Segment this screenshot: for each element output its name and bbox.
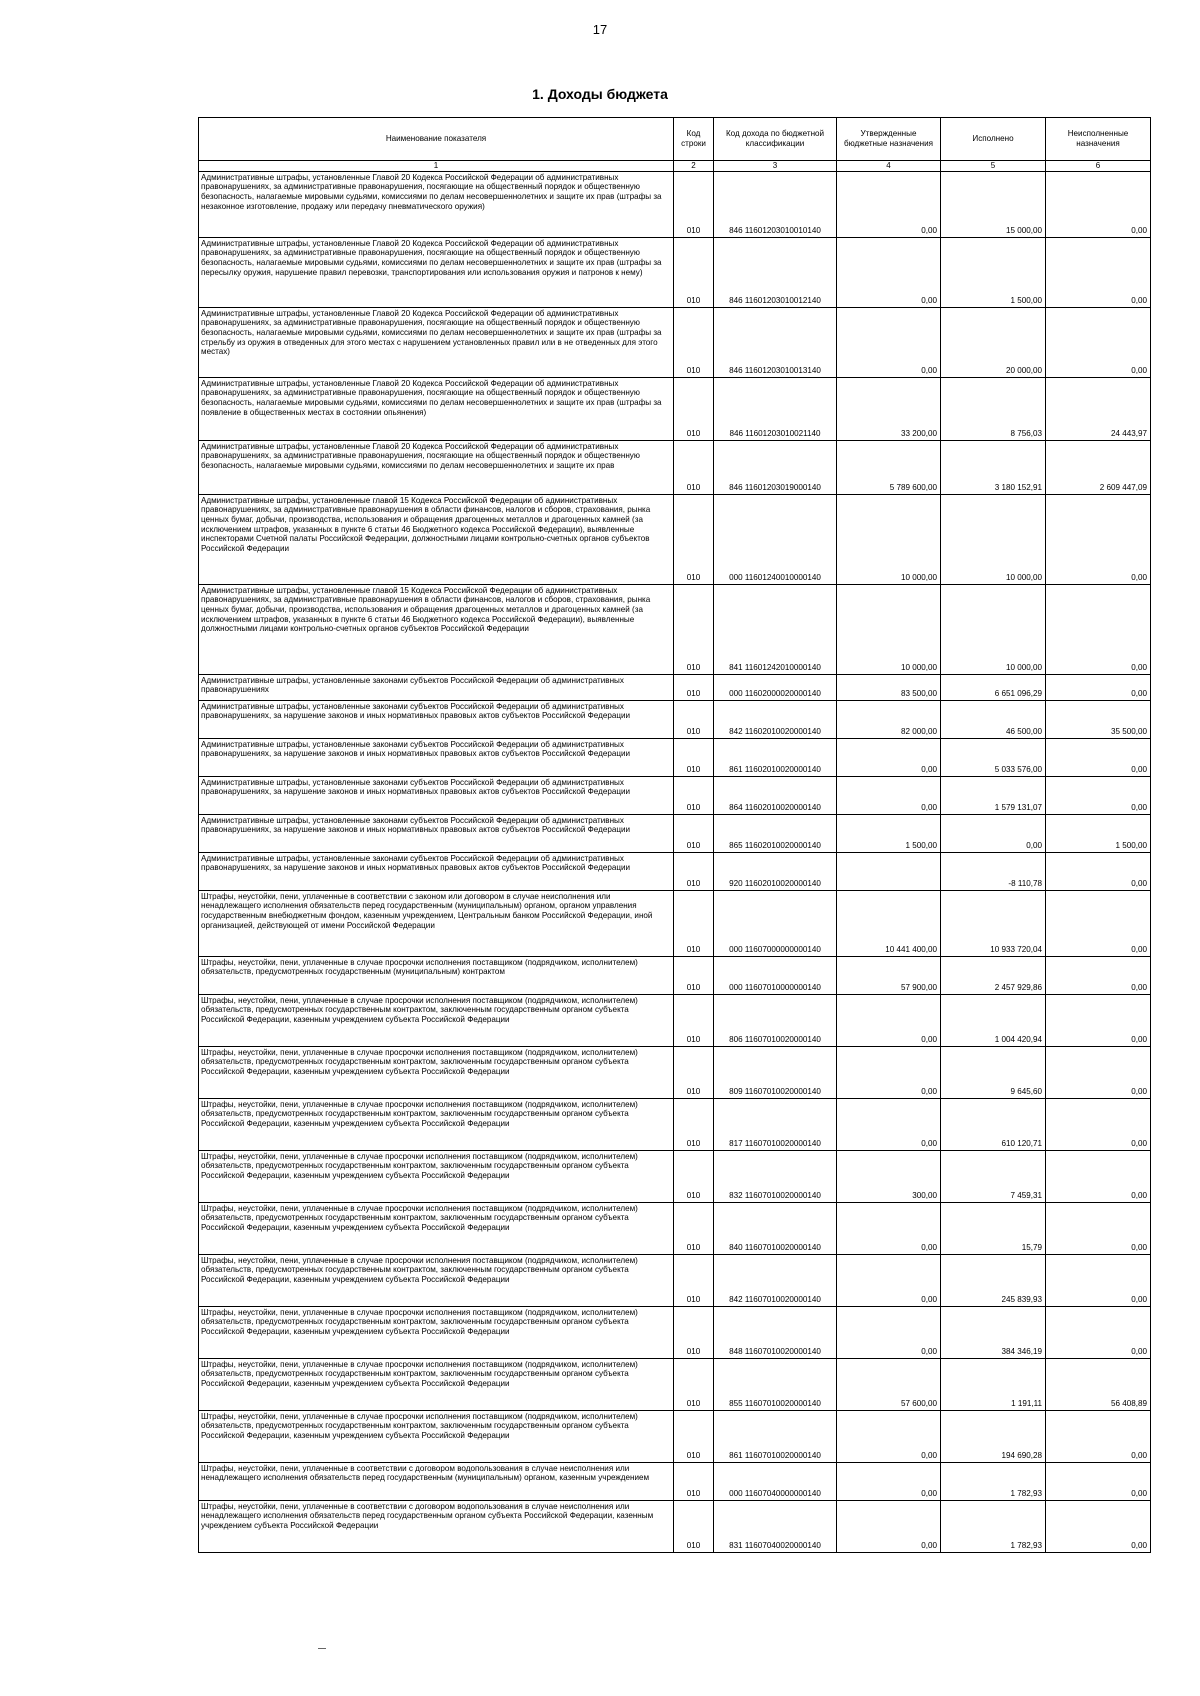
approved-amount-cell (837, 852, 941, 890)
indicator-name-cell: Административные штрафы, установленные Главой 20 Кодекса Российской Федерации об административных правонарушениях, за административные правонарушения, посягающие на общественный порядок и общественную безопасность, налагаемые мировыми судьями, комиссиями по делам несовершеннолетних и защите их прав (199, 440, 674, 494)
line-code-cell: 010 (674, 1150, 714, 1202)
approved-amount-cell: 0,00 (837, 1202, 941, 1254)
approved-amount-cell: 0,00 (837, 171, 941, 237)
executed-amount-cell: -8 110,78 (941, 852, 1046, 890)
line-code-cell: 010 (674, 994, 714, 1046)
indicator-name-cell: Штрафы, неустойки, пени, уплаченные в случае просрочки исполнения поставщиком (подрядчиком, исполнителем) обязательств, предусмотренных государственным контрактом, заключенным государственным органом субъекта Российской Федерации, казенным учреждением субъекта Российской Федерации (199, 1202, 674, 1254)
table-row (199, 494, 1151, 584)
line-code-cell: 010 (674, 1500, 714, 1552)
unexecuted-amount-cell: 2 609 447,09 (1046, 440, 1151, 494)
line-code-cell: 010 (674, 494, 714, 584)
unexecuted-amount-cell: 0,00 (1046, 994, 1151, 1046)
unexecuted-amount-cell: 0,00 (1046, 1098, 1151, 1150)
executed-amount-cell: 1 579 131,07 (941, 776, 1046, 814)
classification-code-cell: 841 11601242010000140 (714, 584, 837, 674)
line-code-cell: 010 (674, 700, 714, 738)
table-row (199, 237, 1151, 307)
table-row (199, 1202, 1151, 1254)
classification-code-cell: 846 11601203010010140 (714, 171, 837, 237)
approved-amount-cell: 82 000,00 (837, 700, 941, 738)
indicator-name-cell: Штрафы, неустойки, пени, уплаченные в случае просрочки исполнения поставщиком (подрядчиком, исполнителем) обязательств, предусмотренных государственным контрактом, заключенным государственным органом субъекта Российской Федерации, казенным учреждением субъекта Российской Федерации (199, 1098, 674, 1150)
indicator-name-cell: Штрафы, неустойки, пени, уплаченные в случае просрочки исполнения поставщиком (подрядчиком, исполнителем) обязательств, предусмотренных государственным (муниципальным) контрактом (199, 956, 674, 994)
classification-code-cell: 809 11607010020000140 (714, 1046, 837, 1098)
approved-amount-cell: 0,00 (837, 776, 941, 814)
budget-income-table (198, 117, 1151, 1553)
table-row (199, 1098, 1151, 1150)
executed-amount-cell: 610 120,71 (941, 1098, 1046, 1150)
unexecuted-amount-cell: 0,00 (1046, 584, 1151, 674)
classification-code-cell: 846 11601203010021140 (714, 377, 837, 440)
unexecuted-amount-cell: 0,00 (1046, 1500, 1151, 1552)
table-row (199, 1462, 1151, 1500)
column-number: 6 (1046, 161, 1151, 172)
executed-amount-cell: 10 000,00 (941, 494, 1046, 584)
indicator-name-cell: Административные штрафы, установленные законами субъектов Российской Федерации об административных правонарушениях, за нарушение законов и иных нормативных правовых актов субъектов Российской Федерации (199, 852, 674, 890)
indicator-name-cell: Административные штрафы, установленные законами субъектов Российской Федерации об административных правонарушениях, за нарушение законов и иных нормативных правовых актов субъектов Российской Федерации (199, 814, 674, 852)
table-row (199, 440, 1151, 494)
classification-code-cell: 861 11602010020000140 (714, 738, 837, 776)
approved-amount-cell: 300,00 (837, 1150, 941, 1202)
executed-amount-cell: 1 004 420,94 (941, 994, 1046, 1046)
header-indicator-name: Наименование показателя (199, 118, 674, 161)
classification-code-cell: 920 11602010020000140 (714, 852, 837, 890)
unexecuted-amount-cell: 0,00 (1046, 1202, 1151, 1254)
column-number: 1 (199, 161, 674, 172)
classification-code-cell: 832 11607010020000140 (714, 1150, 837, 1202)
approved-amount-cell: 10 000,00 (837, 494, 941, 584)
classification-code-cell: 842 11607010020000140 (714, 1254, 837, 1306)
unexecuted-amount-cell: 0,00 (1046, 1150, 1151, 1202)
classification-code-cell: 848 11607010020000140 (714, 1306, 837, 1358)
column-number: 3 (714, 161, 837, 172)
classification-code-cell: 831 11607040020000140 (714, 1500, 837, 1552)
unexecuted-amount-cell: 24 443,97 (1046, 377, 1151, 440)
executed-amount-cell: 5 033 576,00 (941, 738, 1046, 776)
scan-mark (318, 1648, 326, 1649)
executed-amount-cell: 9 645,60 (941, 1046, 1046, 1098)
unexecuted-amount-cell: 0,00 (1046, 494, 1151, 584)
unexecuted-amount-cell: 1 500,00 (1046, 814, 1151, 852)
line-code-cell: 010 (674, 738, 714, 776)
unexecuted-amount-cell: 0,00 (1046, 1462, 1151, 1500)
line-code-cell: 010 (674, 307, 714, 377)
indicator-name-cell: Административные штрафы, установленные Главой 20 Кодекса Российской Федерации об административных правонарушениях, за административные правонарушения, посягающие на общественный порядок и общественную безопасность, налагаемые мировыми судьями, комиссиями по делам несовершеннолетних и защите их прав (штрафы за незаконное изготовление, продажу или передачу пневматического оружия) (199, 171, 674, 237)
executed-amount-cell: 1 191,11 (941, 1358, 1046, 1410)
indicator-name-cell: Штрафы, неустойки, пени, уплаченные в случае просрочки исполнения поставщиком (подрядчиком, исполнителем) обязательств, предусмотренных государственным контрактом, заключенным государственным органом субъекта Российской Федерации, казенным учреждением субъекта Российской Федерации (199, 1254, 674, 1306)
approved-amount-cell: 33 200,00 (837, 377, 941, 440)
column-number: 2 (674, 161, 714, 172)
section-title: 1. Доходы бюджета (532, 86, 668, 102)
unexecuted-amount-cell: 0,00 (1046, 890, 1151, 956)
unexecuted-amount-cell: 0,00 (1046, 852, 1151, 890)
unexecuted-amount-cell: 0,00 (1046, 1306, 1151, 1358)
column-number: 4 (837, 161, 941, 172)
line-code-cell: 010 (674, 237, 714, 307)
header-executed: Исполнено (941, 118, 1046, 161)
line-code-cell: 010 (674, 1462, 714, 1500)
approved-amount-cell: 1 500,00 (837, 814, 941, 852)
line-code-cell: 010 (674, 1306, 714, 1358)
line-code-cell: 010 (674, 584, 714, 674)
approved-amount-cell: 0,00 (837, 994, 941, 1046)
table-row (199, 776, 1151, 814)
executed-amount-cell: 7 459,31 (941, 1150, 1046, 1202)
indicator-name-cell: Штрафы, неустойки, пени, уплаченные в случае просрочки исполнения поставщиком (подрядчиком, исполнителем) обязательств, предусмотренных государственным контрактом, заключенным государственным органом субъекта Российской Федерации, казенным учреждением субъекта Российской Федерации (199, 1358, 674, 1410)
executed-amount-cell: 46 500,00 (941, 700, 1046, 738)
executed-amount-cell: 15,79 (941, 1202, 1046, 1254)
approved-amount-cell: 0,00 (837, 1500, 941, 1552)
table-header-row (199, 118, 1151, 161)
indicator-name-cell: Штрафы, неустойки, пени, уплаченные в соответствии с договором водопользования в случае неисполнения или ненадлежащего исполнения обязательств перед государственным органом субъекта Российской Федерации, казенным учреждением субъекта Российской Федерации (199, 1500, 674, 1552)
line-code-cell: 010 (674, 674, 714, 700)
executed-amount-cell: 384 346,19 (941, 1306, 1046, 1358)
page-number: 17 (592, 22, 608, 37)
unexecuted-amount-cell: 35 500,00 (1046, 700, 1151, 738)
executed-amount-cell: 1 782,93 (941, 1462, 1046, 1500)
unexecuted-amount-cell: 0,00 (1046, 1254, 1151, 1306)
classification-code-cell: 000 11602000020000140 (714, 674, 837, 700)
indicator-name-cell: Штрафы, неустойки, пени, уплаченные в случае просрочки исполнения поставщиком (подрядчиком, исполнителем) обязательств, предусмотренных государственным контрактом, заключенным государственным органом субъекта Российской Федерации, казенным учреждением субъекта Российской Федерации (199, 1306, 674, 1358)
executed-amount-cell: 8 756,03 (941, 377, 1046, 440)
executed-amount-cell: 194 690,28 (941, 1410, 1046, 1462)
line-code-cell: 010 (674, 1202, 714, 1254)
table-row (199, 307, 1151, 377)
approved-amount-cell: 0,00 (837, 1462, 941, 1500)
executed-amount-cell: 245 839,93 (941, 1254, 1046, 1306)
line-code-cell: 010 (674, 377, 714, 440)
indicator-name-cell: Административные штрафы, установленные законами субъектов Российской Федерации об административных правонарушениях, за нарушение законов и иных нормативных правовых актов субъектов Российской Федерации (199, 776, 674, 814)
table-row (199, 1254, 1151, 1306)
table-row (199, 890, 1151, 956)
classification-code-cell: 846 11601203010013140 (714, 307, 837, 377)
classification-code-cell: 855 11607010020000140 (714, 1358, 837, 1410)
indicator-name-cell: Штрафы, неустойки, пени, уплаченные в соответствии с договором водопользования в случае неисполнения или ненадлежащего исполнения обязательств перед государственным (муниципальным) органом, казенным учреждением (199, 1462, 674, 1500)
header-approved: Утвержденные бюджетные назначения (837, 118, 941, 161)
column-numbers-row (199, 161, 1151, 172)
classification-code-cell: 817 11607010020000140 (714, 1098, 837, 1150)
table-row (199, 1046, 1151, 1098)
approved-amount-cell: 5 789 600,00 (837, 440, 941, 494)
unexecuted-amount-cell: 0,00 (1046, 1410, 1151, 1462)
table-row (199, 171, 1151, 237)
unexecuted-amount-cell: 0,00 (1046, 237, 1151, 307)
classification-code-cell: 806 11607010020000140 (714, 994, 837, 1046)
executed-amount-cell: 2 457 929,86 (941, 956, 1046, 994)
approved-amount-cell: 0,00 (837, 1306, 941, 1358)
approved-amount-cell: 0,00 (837, 1410, 941, 1462)
indicator-name-cell: Административные штрафы, установленные Главой 20 Кодекса Российской Федерации об административных правонарушениях, за административные правонарушения, посягающие на общественный порядок и общественную безопасность, налагаемые мировыми судьями, комиссиями по делам несовершеннолетних и защите их прав (штрафы за пересылку оружия, нарушение правил перевозки, транспортирования или использования оружия и патронов к нему) (199, 237, 674, 307)
line-code-cell: 010 (674, 1254, 714, 1306)
unexecuted-amount-cell: 0,00 (1046, 956, 1151, 994)
line-code-cell: 010 (674, 1358, 714, 1410)
classification-code-cell: 840 11607010020000140 (714, 1202, 837, 1254)
executed-amount-cell: 3 180 152,91 (941, 440, 1046, 494)
line-code-cell: 010 (674, 171, 714, 237)
line-code-cell: 010 (674, 1098, 714, 1150)
executed-amount-cell: 0,00 (941, 814, 1046, 852)
indicator-name-cell: Административные штрафы, установленные Главой 20 Кодекса Российской Федерации об административных правонарушениях, за административные правонарушения, посягающие на общественный порядок и общественную безопасность, налагаемые мировыми судьями, комиссиями по делам несовершеннолетних и защите их прав (штрафы за стрельбу из оружия в отведенных для этого местах с нарушением установленных правил или в не отведенных для этого местах) (199, 307, 674, 377)
table-row (199, 377, 1151, 440)
indicator-name-cell: Штрафы, неустойки, пени, уплаченные в случае просрочки исполнения поставщиком (подрядчиком, исполнителем) обязательств, предусмотренных государственным контрактом, заключенным государственным органом субъекта Российской Федерации, казенным учреждением субъекта Российской Федерации (199, 1410, 674, 1462)
header-line-code: Код строки (674, 118, 714, 161)
table-row (199, 814, 1151, 852)
table-row (199, 674, 1151, 700)
line-code-cell: 010 (674, 814, 714, 852)
table-row (199, 956, 1151, 994)
table-row (199, 994, 1151, 1046)
approved-amount-cell: 0,00 (837, 1098, 941, 1150)
classification-code-cell: 861 11607010020000140 (714, 1410, 837, 1462)
executed-amount-cell: 6 651 096,29 (941, 674, 1046, 700)
approved-amount-cell: 0,00 (837, 1254, 941, 1306)
approved-amount-cell: 10 000,00 (837, 584, 941, 674)
indicator-name-cell: Административные штрафы, установленные законами субъектов Российской Федерации об административных правонарушениях, за нарушение законов и иных нормативных правовых актов субъектов Российской Федерации (199, 738, 674, 776)
line-code-cell: 010 (674, 1410, 714, 1462)
executed-amount-cell: 20 000,00 (941, 307, 1046, 377)
classification-code-cell: 000 11601240010000140 (714, 494, 837, 584)
classification-code-cell: 864 11602010020000140 (714, 776, 837, 814)
unexecuted-amount-cell: 0,00 (1046, 1046, 1151, 1098)
indicator-name-cell: Административные штрафы, установленные главой 15 Кодекса Российской Федерации об административных правонарушениях, за административные правонарушения в области финансов, налогов и сборов, страхования, рынка ценных бумаг, добычи, производства, использования и обращения драгоценных металлов и драгоценных камней (за исключением штрафов, указанных в пункте 6 статьи 46 Бюджетного кодекса Российской Федерации), выявленные инспекторами Счетной палаты Российской Федерации, должностными лицами контрольно-счетных органов субъектов Российской Федерации (199, 494, 674, 584)
classification-code-cell: 000 11607040000000140 (714, 1462, 837, 1500)
approved-amount-cell: 0,00 (837, 307, 941, 377)
executed-amount-cell: 1 782,93 (941, 1500, 1046, 1552)
table-row (199, 700, 1151, 738)
approved-amount-cell: 10 441 400,00 (837, 890, 941, 956)
indicator-name-cell: Административные штрафы, установленные законами субъектов Российской Федерации об административных правонарушениях (199, 674, 674, 700)
indicator-name-cell: Штрафы, неустойки, пени, уплаченные в случае просрочки исполнения поставщиком (подрядчиком, исполнителем) обязательств, предусмотренных государственным контрактом, заключенным государственным органом субъекта Российской Федерации, казенным учреждением субъекта Российской Федерации (199, 1046, 674, 1098)
line-code-cell: 010 (674, 890, 714, 956)
approved-amount-cell: 0,00 (837, 1046, 941, 1098)
table-row (199, 738, 1151, 776)
line-code-cell: 010 (674, 1046, 714, 1098)
unexecuted-amount-cell: 0,00 (1046, 307, 1151, 377)
header-unexecuted: Неисполненные назначения (1046, 118, 1151, 161)
line-code-cell: 010 (674, 776, 714, 814)
unexecuted-amount-cell: 0,00 (1046, 776, 1151, 814)
approved-amount-cell: 83 500,00 (837, 674, 941, 700)
header-budget-classification-code: Код дохода по бюджетной классификации (714, 118, 837, 161)
executed-amount-cell: 10 933 720,04 (941, 890, 1046, 956)
table-row (199, 852, 1151, 890)
classification-code-cell: 000 11607010000000140 (714, 956, 837, 994)
executed-amount-cell: 10 000,00 (941, 584, 1046, 674)
indicator-name-cell: Административные штрафы, установленные законами субъектов Российской Федерации об административных правонарушениях, за нарушение законов и иных нормативных правовых актов субъектов Российской Федерации (199, 700, 674, 738)
table-row (199, 1500, 1151, 1552)
classification-code-cell: 865 11602010020000140 (714, 814, 837, 852)
indicator-name-cell: Штрафы, неустойки, пени, уплаченные в случае просрочки исполнения поставщиком (подрядчиком, исполнителем) обязательств, предусмотренных государственным контрактом, заключенным государственным органом субъекта Российской Федерации, казенным учреждением субъекта Российской Федерации (199, 1150, 674, 1202)
table-row (199, 1306, 1151, 1358)
classification-code-cell: 846 11601203010012140 (714, 237, 837, 307)
approved-amount-cell: 0,00 (837, 738, 941, 776)
table-row (199, 1358, 1151, 1410)
approved-amount-cell: 57 900,00 (837, 956, 941, 994)
classification-code-cell: 846 11601203019000140 (714, 440, 837, 494)
line-code-cell: 010 (674, 852, 714, 890)
indicator-name-cell: Штрафы, неустойки, пени, уплаченные в случае просрочки исполнения поставщиком (подрядчиком, исполнителем) обязательств, предусмотренных государственным контрактом, заключенным государственным органом субъекта Российской Федерации, казенным учреждением субъекта Российской Федерации (199, 994, 674, 1046)
line-code-cell: 010 (674, 440, 714, 494)
classification-code-cell: 842 11602010020000140 (714, 700, 837, 738)
executed-amount-cell: 1 500,00 (941, 237, 1046, 307)
table-row (199, 584, 1151, 674)
unexecuted-amount-cell: 0,00 (1046, 738, 1151, 776)
unexecuted-amount-cell: 0,00 (1046, 171, 1151, 237)
indicator-name-cell: Штрафы, неустойки, пени, уплаченные в соответствии с законом или договором в случае неисполнения или ненадлежащего исполнения обязательств перед государственным (муниципальным) органом, органом управления государственным внебюджетным фондом, казенным учреждением, Центральным банком Российской Федерации, иной организацией, действующей от имени Российской Федерации (199, 890, 674, 956)
unexecuted-amount-cell: 0,00 (1046, 674, 1151, 700)
approved-amount-cell: 0,00 (837, 237, 941, 307)
line-code-cell: 010 (674, 956, 714, 994)
approved-amount-cell: 57 600,00 (837, 1358, 941, 1410)
executed-amount-cell: 15 000,00 (941, 171, 1046, 237)
indicator-name-cell: Административные штрафы, установленные главой 15 Кодекса Российской Федерации об административных правонарушениях, за административные правонарушения в области финансов, налогов и сборов, страхования, рынка ценных бумаг, добычи, производства, использования и обращения драгоценных металлов и драгоценных камней (за исключением штрафов, указанных в пункте 6 статьи 46 Бюджетного кодекса Российской Федерации), выявленные должностными лицами контрольно-счетных органов субъектов Российской Федерации (199, 584, 674, 674)
unexecuted-amount-cell: 56 408,89 (1046, 1358, 1151, 1410)
table-row (199, 1150, 1151, 1202)
table-body (199, 171, 1151, 1552)
table-row (199, 1410, 1151, 1462)
column-number: 5 (941, 161, 1046, 172)
indicator-name-cell: Административные штрафы, установленные Главой 20 Кодекса Российской Федерации об административных правонарушениях, за административные правонарушения, посягающие на общественный порядок и общественную безопасность, налагаемые мировыми судьями, комиссиями по делам несовершеннолетних и защите их прав (штрафы за появление в общественных местах в состоянии опьянения) (199, 377, 674, 440)
classification-code-cell: 000 11607000000000140 (714, 890, 837, 956)
